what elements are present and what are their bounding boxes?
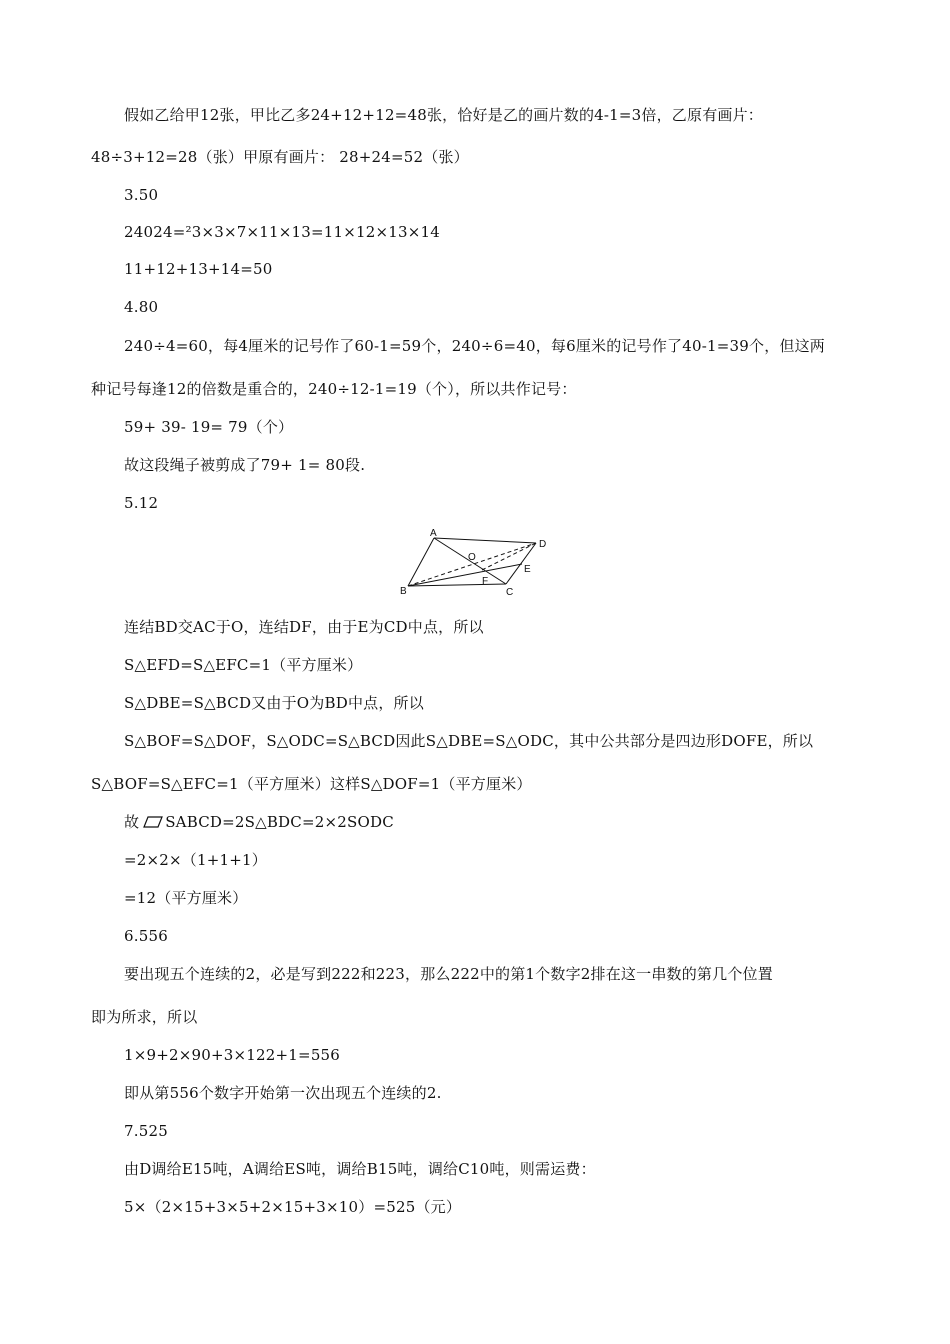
text-line: 11+12+13+14=50 [124,260,273,278]
answer-heading: 4.80 [124,298,159,316]
text-line: S△EFD=S△EFC=1（平方厘米） [124,656,363,674]
text-line: S△BOF=S△EFC=1（平方厘米）这样S△DOF=1（平方厘米） [91,775,532,793]
text-line: 即从第556个数字开始第一次出现五个连续的2. [124,1084,442,1102]
answer-heading: 5.12 [124,494,159,512]
text-line: =2×2×（1+1+1） [124,851,267,869]
text-line: 5×（2×15+3×5+2×15+3×10）=525（元） [124,1198,462,1216]
text-line: 59+ 39- 19= 79（个） [124,418,294,436]
answer-heading: 6.556 [124,927,168,945]
text-line: 故这段绳子被剪成了79+ 1= 80段. [124,456,366,474]
text-line: 即为所求，所以 [91,1008,198,1026]
text-line: S△DBE=S△BCD又由于O为BD中点，所以 [124,694,424,712]
text-line: 48÷3+12=28（张）甲原有画片： 28+24=52（张） [91,148,469,166]
point-label-o: O [468,552,476,563]
vertex-label-d: D [539,539,547,550]
vertex-label-a: A [430,528,437,539]
text-line: 1×9+2×90+3×122+1=556 [124,1046,341,1064]
text-line: =12（平方厘米） [124,889,248,907]
vertex-label-b: B [400,586,407,596]
text-line: 种记号每逢12的倍数是重合的，240÷12-1=19（个），所以共作记号： [91,380,577,398]
text-line-rest: SABCD=2S△BDC=2×2SODC [165,813,394,831]
text-line: S△BOF=S△DOF，S△ODC=S△BCD因此S△DBE=S△ODC，其中公共部分是四边形DOFE，所以 [124,732,814,750]
text-line: 要出现五个连续的2，必是写到222和223，那么222中的第1个数字2排在这一串数的第几个位置 [124,965,773,983]
text-line: 240÷4=60，每4厘米的记号作了60-1=59个，240÷6=40，每6厘米的记号作了40-1=39个，但这两 [124,337,825,355]
point-label-e: E [524,564,531,575]
text-line: 连结BD交AC于O，连结DF，由于E为CD中点，所以 [124,618,484,636]
vertex-label-c: C [506,587,514,596]
answer-heading: 7.525 [124,1122,168,1140]
parallelogram-symbol-icon [143,816,163,828]
point-label-f: F [482,576,489,587]
text-line [124,815,394,830]
text-line: 24024=²3×3×7×11×13=11×12×13×14 [124,223,440,241]
text-line: 由D调给E15吨，A调给ES吨，调给B15吨，调给C10吨，则需运费： [124,1160,596,1178]
answer-heading: 3.50 [124,186,159,204]
parallelogram-figure [396,528,556,596]
text-line: 假如乙给甲12张，甲比乙多24+12+12=48张，恰好是乙的画片数的4-1=3倍，乙原有画片： [124,106,764,124]
gu-prefix: 故 [124,813,140,831]
